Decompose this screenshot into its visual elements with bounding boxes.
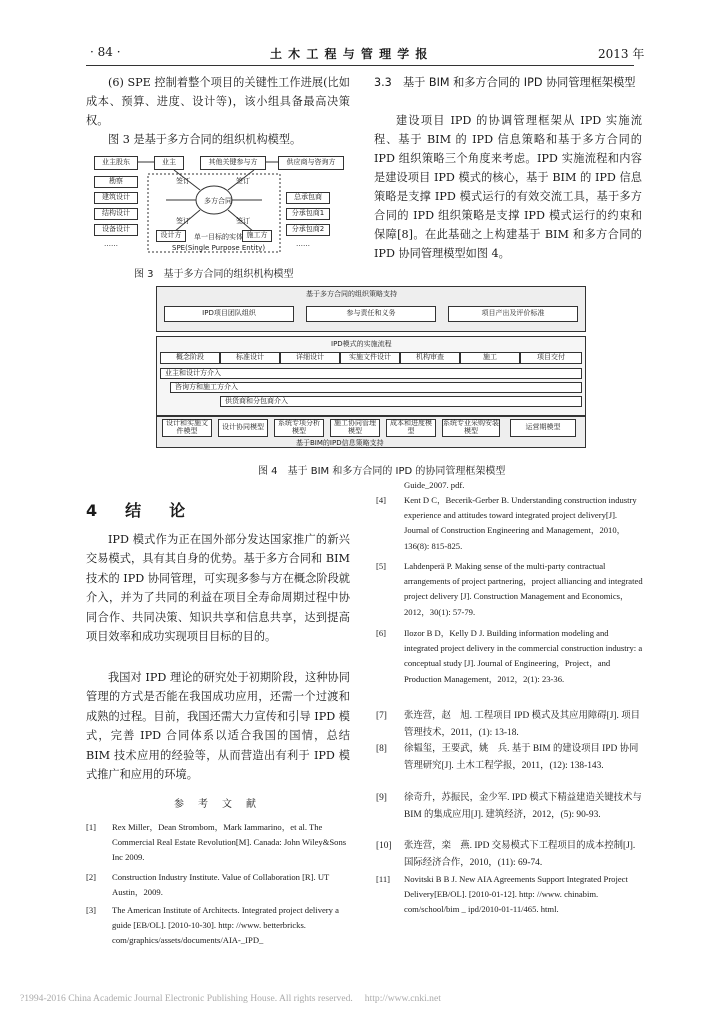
- reference-text: Rex Miller，Dean Strombom，Mark Iammarino，et al. The Commercial Real Estate Revolution[M]. Canada: John Wiley&Sons Inc 2009.: [112, 822, 347, 863]
- reference-3-continued: Guide_2007. pdf.: [404, 480, 465, 490]
- journal-title: 土 木 工 程 与 管 理 学 报: [270, 47, 429, 61]
- reference-text: 张连营，栾 燕. IPD 交易模式下工程项目的成本控制[J]. 国际经济合作，2010，(11): 69-74.: [404, 841, 636, 868]
- box-owner-shareholder: 业主股东: [94, 156, 138, 170]
- phase-standard-design: 标准设计: [220, 352, 280, 364]
- reference-number: [8]: [376, 744, 387, 754]
- reference-text: The American Institute of Architects. Integrated project delivery a guide [EB/OL]. [2010-10-30]. http: //www. betterbricks. com/graphics/assets/documents/AIA-_IPD_: [112, 905, 339, 946]
- phase-implementation-docs: 实施文件设计: [340, 352, 400, 364]
- box-owner: 业主: [154, 156, 184, 170]
- year: 2013 年: [598, 47, 645, 61]
- arrow-label-sign-1: 签订: [176, 177, 190, 185]
- reference-number: [5]: [376, 561, 387, 571]
- phase-delivery: 项目交付: [520, 352, 582, 364]
- right-ellipsis: ……: [296, 240, 310, 248]
- box-supplier-consultant: 供应商与咨询方: [278, 156, 344, 170]
- paragraph-spe: (6) SPE 控制着整个项目的关键性工作进展(比如成本、预算、进度、设计等)，该小组具备最高决策权。: [86, 76, 350, 127]
- model-procurement: 系统专业采购安装模型: [443, 419, 499, 435]
- reference-10: [376, 838, 644, 872]
- center-multiparty-contract: 多方合同: [204, 197, 232, 205]
- reference-6: [376, 626, 644, 687]
- conclusion-paragraph-2: 我国对 IPD 理论的研究处于初期阶段，这种协同管理的方式是否能在我国成功应用，还需一个过渡和成熟的过程。目前，我国还需大力宣传和引导 IPD 模式，完善 IPD 合同体系以适合我国的国情，总结 BIM 技术应用的经验等，从而营造出有利于 IPD 模式推广和应用的环境。: [86, 671, 350, 782]
- reference-text: Kent D C，Becerik-Gerber B. Understanding construction industry experience and attitudes toward integrated project delivery[J]. Journal of Construction Engineering and Management，2010，136(8): 815-825.: [404, 495, 637, 551]
- header-rule: [86, 65, 634, 66]
- reference-4: [376, 493, 644, 554]
- left-ellipsis: ……: [104, 240, 118, 248]
- section-3-3-heading: 3.3 基于 BIM 和多方合同的 IPD 协同管理框架模型: [374, 76, 636, 89]
- box-design-side: 设计方: [156, 230, 186, 242]
- model-operation: 运营期模型: [510, 419, 576, 437]
- org-item-team: IPD项目团队组织: [164, 306, 294, 322]
- arrow-label-sign-2: 签订: [236, 177, 250, 185]
- reference-5: [376, 559, 644, 620]
- reference-text: 徐韫玺，王要武，姚 兵. 基于 BIM 的建设项目 IPD 协同管理研究[J]. 土木工程学报，2011，(12): 138-143.: [404, 744, 639, 771]
- model-cost-schedule: 成本和进度模型: [386, 419, 436, 437]
- reference-text: Lahdenperä P. Making sense of the multi-party contractual arrangements of project partnering，project alliancing and integrated project delivery [J]. Construction Management and Economics，2012，30(1): 57-79.: [404, 561, 643, 617]
- box-key-participant: 其他关键参与方: [200, 156, 266, 170]
- phase-construction: 施工: [460, 352, 520, 364]
- figure-4-caption: 图 4 基于 BIM 和多方合同的 IPD 的协同管理框架模型: [258, 466, 506, 477]
- box-structure-design: 结构设计: [94, 208, 138, 220]
- box-general-contractor: 总承包商: [286, 192, 330, 204]
- reference-number: [9]: [376, 793, 387, 803]
- page-number: · 84 ·: [90, 45, 121, 59]
- section-3-3-paragraph: 建设项目 IPD 的协调管理框架从 IPD 实施流程、基于 BIM 的 IPD 信息策略和基于多方合同的 IPD 组织策略三个角度来考虑。IPD 实施流程和内容是建设项目 IPD 模式的核心，基于 BIM 的 IPD 信息策略是支撑 IPD 模式运行的有效交流工具，基于多方合同的 IPD 组织策略是支撑 IPD 模式运行的约束和保障[8]。在此基础之上构建基于 BIM 和多方合同的 IPD 协同管理模型如图 4。: [374, 114, 642, 260]
- single-target-entity: 单一目标的实体: [194, 233, 243, 241]
- model-design-docs: 设计和实施文件模型: [162, 419, 212, 437]
- process-title: IPD模式的实施流程: [331, 340, 392, 348]
- reference-11: [376, 872, 644, 918]
- reference-8: [376, 741, 644, 775]
- reference-2: [86, 870, 352, 900]
- box-equipment-design: 设备设计: [94, 224, 138, 236]
- model-construction-collab: 施工协同管理模型: [330, 419, 380, 437]
- figure-3-caption: 图 3 基于多方合同的组织机构模型: [134, 269, 294, 280]
- org-support-title: 基于多方合同的组织策略支持: [306, 290, 397, 298]
- reference-text: 徐奇升，苏振民，金少军. IPD 模式下精益建造关键技术与 BIM 的集成应用[J]. 建筑经济，2012，(5): 90-93.: [404, 793, 642, 820]
- figure-3: [90, 152, 348, 262]
- org-item-responsibility: 参与责任和义务: [306, 306, 436, 322]
- reference-number: [11]: [376, 874, 390, 884]
- bim-support-title: 基于BIM的IPD信息策略支持: [296, 439, 384, 447]
- model-design-collab: 设计协同模型: [218, 419, 268, 437]
- phase-detailed-design: 详细设计: [280, 352, 340, 364]
- arrow-label-sign-4: 签订: [236, 217, 250, 225]
- reference-text: Construction Industry Institute. Value of Collaboration [R]. UT Austin，2009.: [112, 872, 330, 898]
- reference-number: [10]: [376, 841, 392, 851]
- reference-3: [86, 903, 352, 949]
- conclusion-paragraph-1: IPD 模式作为正在国外部分发达国家推广的新兴交易模式，具有其自身的优势。基于多方合同和 BIM 技术的 IPD 协同管理，可实现多参与方在概念阶段就介入，并为了共同的利益在项目全寿命周期过程中协同合作、共同决策、知识共享和信息共享，达到提高项目效率和成功实现项目目标的目的。: [86, 533, 350, 644]
- reference-9: [376, 790, 644, 824]
- reference-1: [86, 820, 352, 863]
- section-4-title: 4 结 论: [86, 501, 192, 520]
- flow-owner-designer: 业主和设计方介入: [160, 368, 582, 379]
- phase-concept: 概念阶段: [160, 352, 220, 364]
- phase-agency-review: 机构审查: [400, 352, 460, 364]
- org-item-output-criteria: 项目产出及评价标准: [448, 306, 578, 322]
- reference-number: [4]: [376, 495, 387, 505]
- paragraph-fig3-ref: 图 3 是基于多方合同的组织机构模型。: [108, 133, 302, 146]
- reference-number: [3]: [86, 905, 97, 915]
- box-subcontractor-2: 分承包商2: [286, 224, 330, 236]
- spe-label: SPE(Single Purpose Entity): [172, 244, 266, 252]
- model-system-analysis: 系统专项分析模型: [274, 419, 324, 437]
- reference-number: [2]: [86, 872, 97, 882]
- arrow-label-sign-3: 签订: [176, 217, 190, 225]
- figure-4: [156, 286, 586, 448]
- references-title: 参 考 文 献: [174, 799, 258, 810]
- reference-text: 张连营，赵 旭. 工程项目 IPD 模式及其应用障碍[J]. 项目管理技术，2011，(1): 13-18.: [404, 711, 640, 738]
- box-architecture-design: 建筑设计: [94, 192, 138, 204]
- flow-supplier-subcontractor: 供货商和分包商介入: [220, 396, 582, 407]
- box-construction-side: 施工方: [242, 230, 272, 242]
- copyright-footer: ?1994-2016 China Academic Journal Electronic Publishing House. All rights reserved. http://www.cnki.net: [20, 993, 441, 1004]
- box-survey: 勘察: [94, 176, 138, 188]
- reference-7: [376, 708, 644, 742]
- reference-text: Ilozor B D，Kelly D J. Building information modeling and integrated project delivery in the commercial construction industry: a conceptual study [J]. Journal of Engineering，Project，and Production Management，2012，2(1): 23-36.: [404, 628, 643, 684]
- reference-number: [7]: [376, 711, 387, 721]
- reference-number: [6]: [376, 628, 387, 638]
- box-subcontractor-1: 分承包商1: [286, 208, 330, 220]
- flow-consultant-contractor: 咨询方和施工方介入: [170, 382, 582, 393]
- reference-number: [1]: [86, 822, 97, 832]
- reference-text: Novitski B B J. New AIA Agreements Support Integrated Project Delivery[EB/OL]. [2010-01-12]. http: //www. chinabim. com/school/bim _ ipd/2010-01-11/465. html.: [404, 874, 628, 915]
